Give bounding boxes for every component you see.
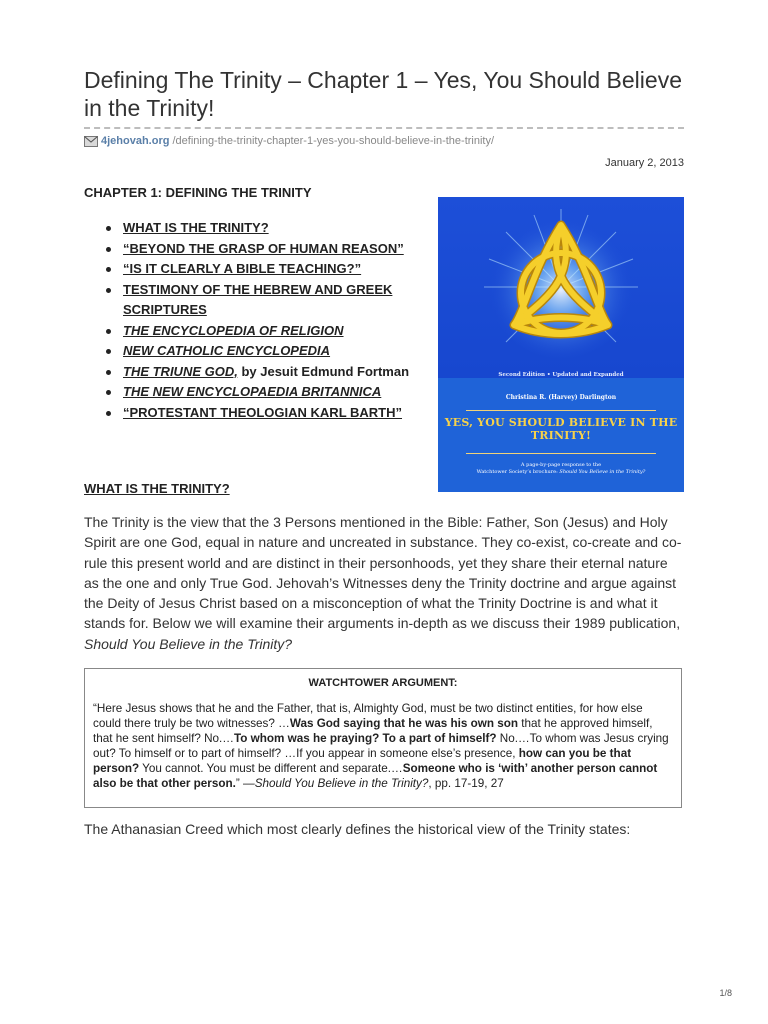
toc-item bbox=[106, 218, 416, 239]
dashed-divider bbox=[84, 127, 684, 129]
argument-quote: “Here Jesus shows that he and the Father, that is, Almighty God, must be two distinct entities, for how else could there truly be two witnesses? …Was God saying that he was his own son that he approved himself, that he sent himself? No.…To whom was he praying? To a part of himself? No.…To whom was Jesus crying out? To himself or to part of himself? …If you appear in someone else’s presence, how can you be that person? You cannot. You must be different and separate.…Someone who is ‘with’ another person cannot also be that other person.” —Should You Believe in the Trinity?, pp. 17-19, 27 bbox=[93, 702, 669, 791]
toc-item bbox=[106, 403, 416, 424]
page-title: Defining The Trinity – Chapter 1 – Yes, You Should Believe in the Trinity! bbox=[84, 67, 682, 121]
toc-item bbox=[106, 362, 416, 383]
cover-rule bbox=[466, 410, 656, 411]
trinity-knot-emblem bbox=[438, 197, 684, 372]
book-cover-image bbox=[438, 197, 684, 492]
toc-link[interactable]: “PROTESTANT THEOLOGIAN KARL BARTH” bbox=[123, 404, 403, 420]
toc-item bbox=[106, 280, 416, 321]
chapter-heading: CHAPTER 1: DEFINING THE TRINITY bbox=[84, 185, 312, 200]
source-domain[interactable]: 4jehovah.org bbox=[101, 135, 170, 147]
post-date: January 2, 2013 bbox=[605, 157, 684, 169]
cover-subtitle: A page-by-page response to the Watchtower Society’s brochure: Should You Believe in the Trinity? bbox=[476, 462, 646, 475]
argument-heading: WATCHTOWER ARGUMENT: bbox=[308, 677, 458, 689]
intro-paragraph: The Trinity is the view that the 3 Persons mentioned in the Bible: Father, Son (Jesus) and Holy Spirit are one God, equal in nature and uncreated in substance. They co-exist, co-create and co-rule this present world and are distinct in their personhoods, yet they share their eternal nature as the one and only True God. Jehovah’s Witnesses deny the Trinity doctrine and argue against the Deity of Jesus Christ based on a misconception of what the Trinity Doctrine is and what it stands for. Below we will examine their arguments in-depth as we discuss their 1989 publication, Should You Believe in the Trinity? bbox=[84, 514, 682, 652]
toc-item bbox=[106, 382, 416, 403]
page-number: 1/8 bbox=[719, 988, 732, 998]
toc-item bbox=[106, 321, 416, 342]
table-of-contents bbox=[106, 218, 416, 423]
source-link[interactable] bbox=[84, 135, 494, 147]
publication-title: Should You Believe in the Trinity? bbox=[84, 635, 293, 652]
cover-rule bbox=[466, 453, 656, 454]
cover-edition: Second Edition • Updated and Expanded bbox=[498, 372, 624, 378]
toc-link[interactable]: THE ENCYCLOPEDIA OF RELIGION bbox=[123, 322, 344, 338]
envelope-icon bbox=[84, 136, 98, 147]
toc-link[interactable]: WHAT IS THE TRINITY? bbox=[123, 220, 269, 235]
toc-item bbox=[106, 341, 416, 362]
toc-link[interactable]: TESTIMONY OF THE HEBREW AND GREEK SCRIPTURES bbox=[123, 281, 393, 317]
argument-box bbox=[84, 668, 682, 808]
toc-item bbox=[106, 239, 416, 260]
toc-link[interactable]: “IS IT CLEARLY A BIBLE TEACHING?” bbox=[123, 261, 362, 276]
section-heading[interactable]: WHAT IS THE TRINITY? bbox=[84, 481, 230, 496]
cover-title: YES, YOU SHOULD BELIEVE IN THE TRINITY! bbox=[444, 416, 678, 442]
toc-item bbox=[106, 259, 416, 280]
source-path[interactable]: /defining-the-trinity-chapter-1-yes-you-should-believe-in-the-trinity/ bbox=[172, 135, 495, 147]
closing-sentence: The Athanasian Creed which most clearly defines the historical view of the Trinity states: bbox=[84, 821, 631, 837]
toc-link[interactable]: “BEYOND THE GRASP OF HUMAN REASON” bbox=[123, 240, 404, 256]
cover-author: Christina R. (Harvey) Darlington bbox=[505, 394, 617, 401]
toc-link[interactable]: THE TRIUNE GOD, bbox=[123, 363, 238, 379]
toc-link[interactable]: THE NEW ENCYCLOPAEDIA BRITANNICA bbox=[123, 384, 382, 399]
toc-link[interactable]: NEW CATHOLIC ENCYCLOPEDIA bbox=[123, 343, 331, 358]
toc-suffix: by Jesuit Edmund Fortman bbox=[237, 363, 410, 379]
